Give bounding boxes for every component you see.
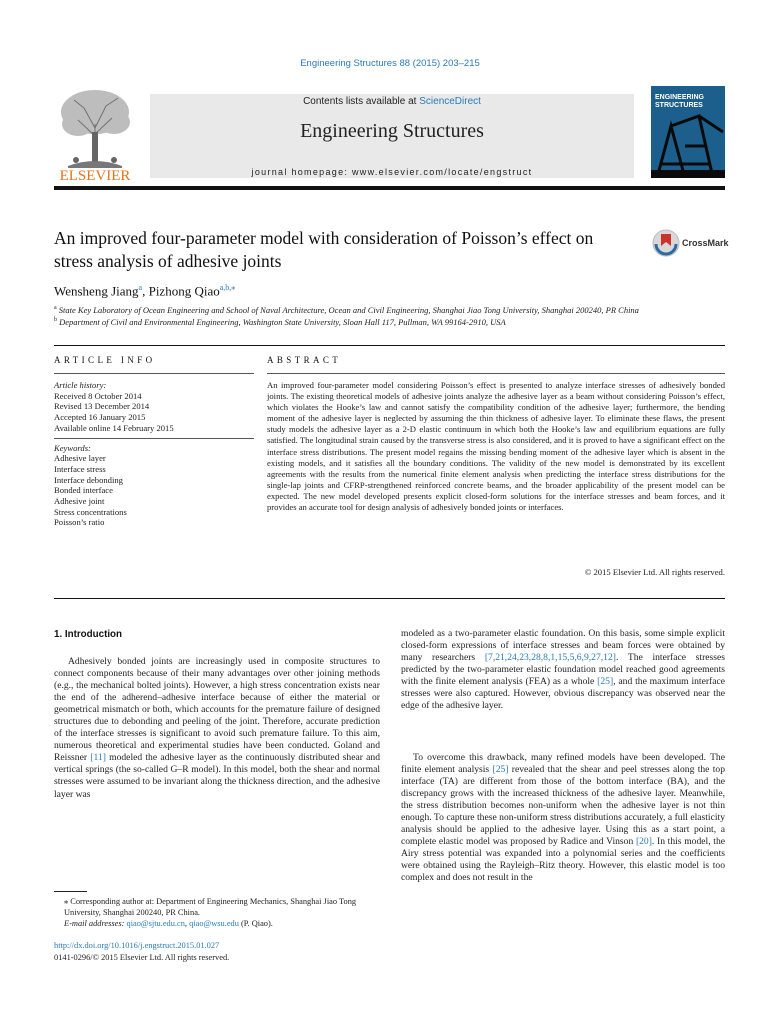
ref-link[interactable]: [7,21,24,23,28,8,1,15,5,6,9,27,12]	[484, 652, 616, 664]
keyword: Adhesive layer	[54, 453, 106, 464]
article-info	[54, 380, 254, 528]
intro-text: modeled as a two-parameter elastic foundation. On this basis, some simple explicit closed-form expressions of interface stresses and beam forces were obtained by many researchers	[401, 628, 725, 664]
received-date: Received 8 October 2014	[54, 390, 142, 401]
cover-title: ENGINEERING STRUCTURES	[655, 94, 705, 109]
intro-text: To overcome this drawback, many refined models have been developed. The finite element analysis	[401, 752, 725, 776]
author-jiang[interactable]: Wensheng Jiang	[54, 283, 139, 299]
journal-cover-image	[651, 86, 725, 178]
abstract-rule	[267, 373, 725, 374]
abstract-text: An improved four-parameter model considering Poisson’s effect is presented to analyze interface stresses of adhesively bonded joints. The existing theoretical models of adhesive joints analyze the adhesive layer as a beam without considering Poisson’s effect, which violates the Hooke’s law and cannot satisfy the compatibility condition of the adhesive layer; furthermore, the bending moment of the adhesive layer is neglected by assuming the thin thickness of adhesive layer. To eliminate these flaws, the present study models the adhesive layer as a 2-D elastic continuum in which both the Hooke’s law and equilibrium equations are fully satisfied. The longitudinal strain caused by the transverse stress is also considered, and it is proved to have a significant effect on the interface stress distributions. The present model regains the missing bending moment of the adhesive layer which is absent in the existing models, and it satisfies all the boundary conditions. The validity of the new model is demonstrated by its excellent agreements with the results from the numerical finite element analysis when predicting the interface stress distributions for the single-lap joints and CFRP-strengthened reinforced concrete beams, and the broader applicability of the present model can be expected. The new model developed presents explicit closed-form solutions for the interface stresses and beam forces, and it provides an accurate tool for design analysis of adhesively bonded joints or interfaces.	[267, 380, 725, 513]
ref-link[interactable]: [25]	[492, 764, 509, 776]
abstract-copyright: © 2015 Elsevier Ltd. All rights reserved.	[584, 567, 725, 577]
crossmark-icon	[652, 228, 680, 258]
affiliation-a	[54, 305, 734, 315]
ref-link[interactable]: [20]	[635, 836, 652, 848]
doi-link[interactable]: http://dx.doi.org/10.1016/j.engstruct.2015.01.027	[54, 941, 220, 950]
author-qiao[interactable]: , Pizhong Qiao	[142, 283, 220, 299]
author-jiang-affil[interactable]: a	[138, 283, 143, 292]
corresponding-author-note	[54, 896, 380, 918]
email-tail: (P. Qiao).	[238, 919, 273, 928]
keyword: Adhesive joint	[54, 496, 105, 507]
email-link[interactable]: qiao@wsu.edu	[189, 919, 239, 928]
accepted-date: Accepted 16 January 2015	[54, 412, 146, 423]
affiliation-b-marker: b	[54, 317, 57, 324]
article-info-rule	[54, 373, 254, 374]
intro-paragraph-2	[401, 752, 725, 885]
intro-text: revealed that the shear and peel stresses along the top interface (TA) are different from those of the bottom interface (BA), and the discrepancy grows with the increased thickness of the adhesive layer. Meanwhile, the stress distribution becomes non-uniform when the adhesive layer is not thin enough. To capture these non-uniform stress distributions accurately, a full elasticity analysis should be applied to the adhesive layer. Using this as a start point, a complete elastic model was proposed by Radice and Vinson	[401, 764, 725, 848]
email-note	[54, 918, 380, 929]
contents-prefix: Contents lists available at	[303, 96, 420, 107]
issn-line: 0141-0296/© 2015 Elsevier Ltd. All rights reserved.	[54, 953, 230, 962]
elsevier-wordmark: ELSEVIER	[59, 168, 131, 184]
email-label: E-mail addresses:	[64, 919, 127, 928]
article-info-heading: ARTICLE INFO	[54, 355, 156, 365]
affiliation-b-text: Department of Civil and Environmental Engineering, Washington State University, Sloan Hall 117, Pullman, WA 99164-2910, USA	[59, 317, 506, 327]
intro-text: . The interface stresses predicted by the two-parameter elastic foundation model reached good agreements with the finite element analysis (FEA) as a whole	[401, 652, 725, 688]
contents-line	[150, 96, 634, 107]
info-divider	[54, 438, 254, 439]
cover-structure-icon	[651, 86, 725, 178]
keyword: Stress concentrations	[54, 506, 127, 517]
revised-date: Revised 13 December 2014	[54, 401, 150, 412]
email-link[interactable]: qiao@sjtu.edu.cn	[126, 919, 185, 928]
ref-link[interactable]: [25]	[597, 676, 614, 688]
elsevier-logo	[54, 84, 136, 184]
footnote-marker: ⁎	[64, 897, 69, 906]
intro-text: modeled the adhesive layer as the continuously distributed shear and vertical springs (the so-called G–R model). In this model, both the shear and normal stresses were assumed to be invariant along the thickness direction, and the adhesive layer was	[54, 752, 380, 800]
author-list	[54, 283, 235, 299]
intro-text: . In this model, the Airy stress potential was expanded into a polynomial series and the coefficients were obtained using the Rayleigh–Ritz theory. However, this elastic model is too complex and does not result in the	[401, 836, 726, 884]
crossmark-label: CrossMark	[682, 238, 729, 248]
journal-name: Engineering Structures	[300, 120, 484, 142]
ref-link[interactable]: [11]	[90, 752, 106, 764]
abstract-heading: ABSTRACT	[267, 355, 342, 365]
intro-paragraph-1	[54, 656, 380, 801]
footnote-rule	[54, 891, 87, 892]
intro-text: Adhesively bonded joints are increasingly used in composite structures to connect components because of their many advantages over other joining methods (e.g., the mechanical bolted joints). However, a high stress concentration exists near the end of the adherend–adhesive interface because of either the material or geometrical mismatch or both, which accounts for the premature failure of designed structures due to debonding and peeling of the joint. Therefore, accurate prediction of the interface stresses is significant to avoid such premature failure. To this aim, numerous theoretical and experimental studies have been conducted. Goland and Reissner	[54, 656, 380, 764]
keyword: Interface stress	[54, 463, 106, 474]
author-qiao-affil[interactable]: a,b,⁎	[219, 283, 236, 292]
online-date: Available online 14 February 2015	[54, 422, 174, 433]
crossmark-badge[interactable]	[652, 228, 732, 262]
affiliation-a-text: State Key Laboratory of Ocean Engineering and School of Naval Architecture, Ocean and Civil Engineering, Shanghai Jiao Tong University, Shanghai 200240, PR China	[58, 305, 639, 315]
intro-paragraph-1-cont	[401, 628, 725, 712]
keywords-label: Keywords:	[54, 442, 91, 453]
email-separator: ,	[184, 919, 190, 928]
journal-citation[interactable]: Engineering Structures 88 (2015) 203–215	[300, 58, 480, 69]
title-divider	[54, 345, 725, 346]
keyword: Poisson’s ratio	[54, 517, 105, 528]
affiliation-b	[54, 317, 734, 327]
sciencedirect-link[interactable]: ScienceDirect	[419, 96, 481, 107]
elsevier-tree-icon	[54, 84, 136, 184]
history-label: Article history:	[54, 380, 107, 390]
intro-text: , and the maximum interface stresses were also captured. However, obvious discrepancy was observed near the edge of the adhesive layer.	[401, 676, 725, 712]
body-divider	[54, 598, 725, 599]
footnote-text: Corresponding author at: Department of Engineering Mechanics, Shanghai Jiao Tong University, Shanghai 200240, PR China.	[64, 897, 357, 917]
header-rule	[54, 186, 725, 190]
section-heading-introduction: 1. Introduction	[54, 629, 123, 640]
paper-title: An improved four-parameter model with consideration of Poisson’s effect on stress analysis of adhesive joints	[54, 228, 594, 271]
footnote	[54, 896, 380, 929]
journal-homepage[interactable]: journal homepage: www.elsevier.com/locate/engstruct	[251, 167, 533, 177]
affiliation-a-marker: a	[54, 305, 57, 312]
keyword: Bonded interface	[54, 485, 113, 496]
keyword: Interface debonding	[54, 474, 123, 485]
